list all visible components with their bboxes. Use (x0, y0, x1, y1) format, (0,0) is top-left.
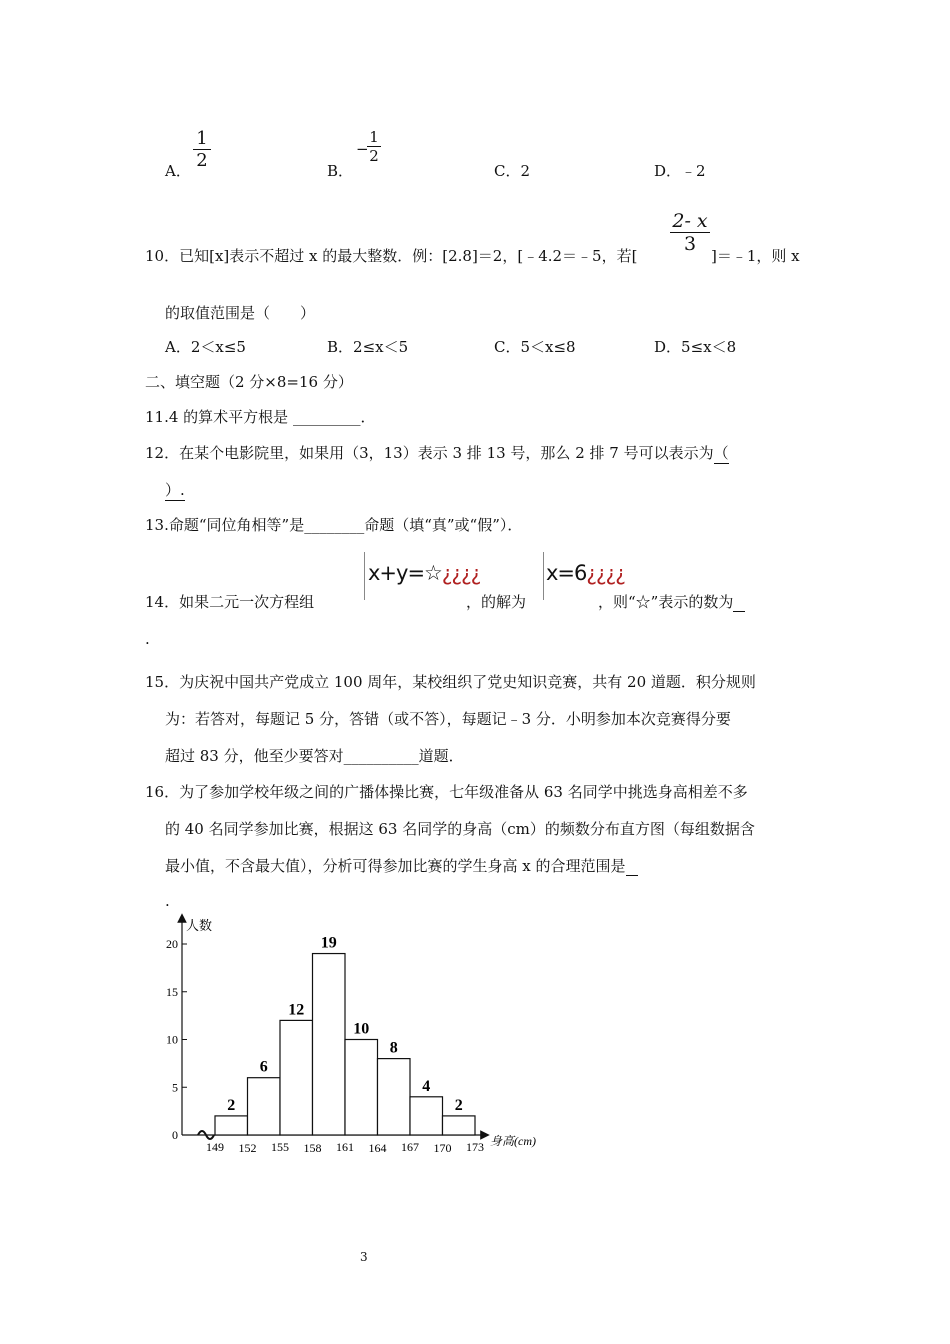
x-axis-label: 身高(cm) (490, 1134, 536, 1148)
histogram-bar (410, 1097, 443, 1135)
x-tick-label: 167 (401, 1140, 419, 1154)
x-tick-label: 164 (368, 1141, 387, 1155)
y-tick-label: 5 (172, 1080, 178, 1095)
q9-option-b-fraction: 1 2 (367, 128, 381, 165)
y-tick-label: 15 (166, 984, 178, 999)
q10-fraction: 2- x 3 (670, 210, 710, 255)
y-tick-label: 0 (172, 1128, 178, 1142)
q10-option-c: C．5＜x≤8 (494, 338, 576, 356)
q14-line2: . (145, 630, 150, 648)
q10-stem-line2: 的取值范围是（ ） (165, 304, 316, 322)
q9-option-a-fraction: 1 2 (193, 128, 211, 171)
x-tick-label: 161 (336, 1140, 354, 1154)
q10-option-d: D．5≤x＜8 (654, 338, 737, 356)
q15-line3: 超过 83 分，他至少要答对__________道题． (165, 747, 464, 765)
bar-value-label: 6 (259, 1058, 268, 1076)
y-tick-label: 10 (166, 1032, 178, 1047)
x-tick-label: 158 (303, 1141, 322, 1155)
x-tick-label: 149 (206, 1140, 224, 1154)
q14-solution: x=6¿¿¿¿ (546, 561, 625, 585)
q10-stem-after: ]＝﹣1，则 x (711, 247, 800, 265)
q16-line1: 16．为了参加学校年级之间的广播体操比赛，七年级准备从 63 名同学中挑选身高相差不多 (145, 783, 748, 801)
histogram-bar (345, 1040, 378, 1136)
bar-value-label: 2 (227, 1096, 236, 1114)
x-tick-label: 173 (466, 1140, 484, 1154)
bar-value-label: 2 (454, 1096, 463, 1114)
q10-stem-before: 10．已知[x]表示不超过 x 的最大整数．例：[2.8]＝2，[﹣4.2＝﹣5，若[ (145, 247, 638, 265)
q9-option-a-label: A． (165, 162, 191, 180)
q15-line2: 为：若答对，每题记 5 分，答错（或不答），每题记﹣3 分．小明参加本次竞赛得分要 (165, 710, 731, 728)
y-tick-label: 20 (166, 937, 178, 951)
bar-value-label: 8 (389, 1039, 398, 1057)
bar-value-label: 19 (320, 934, 337, 952)
page-number: 3 (360, 1250, 368, 1264)
q16-line2: 的 40 名同学参加比赛，根据这 63 名同学的身高（cm）的频数分布直方图（每组数据含 (165, 820, 755, 838)
histogram-bar (378, 1059, 411, 1135)
q15-line1: 15．为庆祝中国共产党成立 100 周年，某校组织了党史知识竞赛，共有 20 道题．积分规则 (145, 673, 756, 691)
q14-brace-2 (543, 552, 544, 600)
q14-equation: x+y=☆¿¿¿¿ (368, 561, 481, 585)
x-tick-label: 155 (271, 1140, 289, 1154)
histogram-bar (280, 1020, 313, 1135)
y-axis-label: 人数 (186, 918, 213, 933)
bar-value-label: 10 (353, 1020, 370, 1038)
q9-option-b-label: B． (327, 162, 354, 180)
q9-option-d: D．﹣2 (654, 162, 706, 180)
q12-line1: 12．在某个电影院里，如果用（3，13）表示 3 排 13 号，那么 2 排 7 号可以表示为（ (145, 444, 729, 462)
height-histogram (140, 910, 570, 1160)
q12-line2: ）. (165, 481, 185, 499)
q9-option-c: C．2 (494, 162, 531, 180)
section-heading: 二、填空题（2 分×8=16 分） (145, 373, 353, 391)
q13: 13.命题“同位角相等”是________命题（填“真”或“假”）． (145, 516, 523, 534)
q16-line3: 最小值，不含最大值），分析可得参加比赛的学生身高 x 的合理范围是 (165, 855, 638, 876)
histogram-bar (248, 1078, 281, 1135)
histogram-bar (443, 1116, 476, 1135)
q14-text2: ，的解为 (466, 593, 527, 611)
x-tick-label: 170 (433, 1141, 452, 1155)
q14-text3: ，则“☆”表示的数为 (598, 591, 745, 612)
q14-text1: 14．如果二元一次方程组 (145, 593, 315, 611)
histogram-bar (313, 954, 346, 1135)
q10-option-b: B．2≤x＜5 (327, 338, 409, 356)
q16-line4: . (165, 892, 170, 910)
histogram-bar (215, 1116, 248, 1135)
q9-option-b-sign: − (356, 140, 369, 158)
bar-value-label: 12 (288, 1001, 305, 1019)
q11: 11.4 的算术平方根是 _________． (145, 408, 376, 426)
bar-value-label: 4 (422, 1077, 431, 1095)
q10-option-a: A．2＜x≤5 (165, 338, 246, 356)
q14-brace-1 (364, 552, 365, 600)
x-tick-label: 152 (238, 1141, 257, 1155)
